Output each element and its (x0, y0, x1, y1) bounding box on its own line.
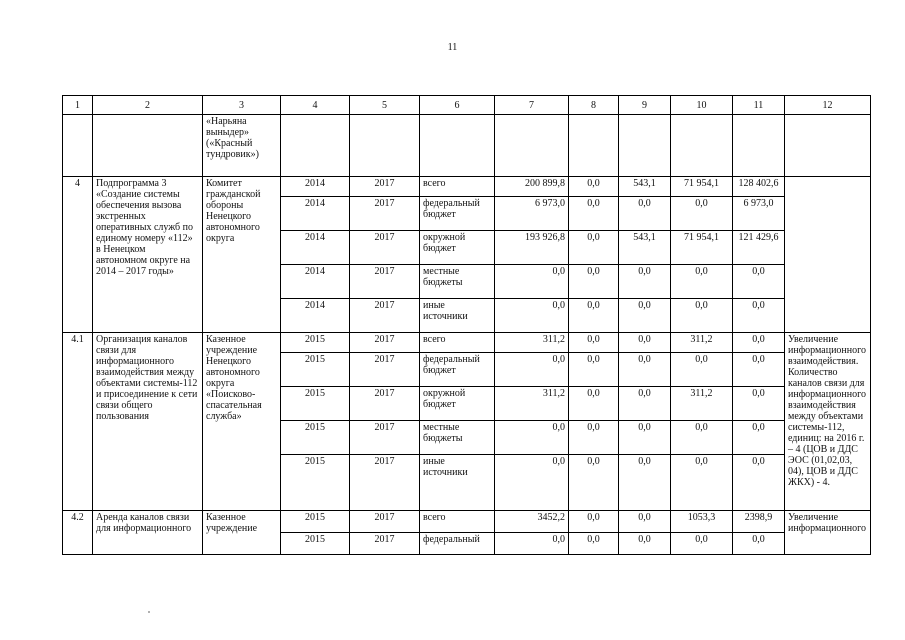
amount-year-4: 0,0 (733, 533, 785, 555)
start-year: 2014 (281, 231, 350, 265)
amount-year-4: 6 973,0 (733, 197, 785, 231)
total-amount: 3452,2 (495, 511, 569, 533)
amount-year-4: 0,0 (733, 299, 785, 333)
end-year: 2017 (350, 455, 420, 511)
row-number: 4.1 (63, 333, 93, 511)
table-row (63, 333, 871, 353)
amount-year-1: 0,0 (569, 299, 619, 333)
table-row (63, 511, 871, 533)
start-year: 2014 (281, 197, 350, 231)
total-amount: 0,0 (495, 533, 569, 555)
measure-name: Организация каналов связи для информационного взаимодействия между объектами системы-112 и присоединение к сети связи общего пользования (93, 333, 203, 511)
col-header: 12 (785, 96, 871, 115)
total-amount: 0,0 (495, 455, 569, 511)
end-year: 2017 (350, 511, 420, 533)
amount-year-3: 0,0 (671, 197, 733, 231)
amount-year-4: 0,0 (733, 265, 785, 299)
funding-source: федеральный бюджет (420, 353, 495, 387)
amount-year-1: 0,0 (569, 197, 619, 231)
total-amount: 0,0 (495, 353, 569, 387)
funding-source: всего (420, 333, 495, 353)
measure-name: Аренда каналов связи для информационного (93, 511, 203, 555)
amount-year-4: 121 429,6 (733, 231, 785, 265)
amount-year-4: 0,0 (733, 353, 785, 387)
amount-year-4: 0,0 (733, 333, 785, 353)
executor-cell: Комитет гражданской обороны Ненецкого автономного округа (203, 177, 281, 333)
amount-year-4: 0,0 (733, 421, 785, 455)
amount-year-1: 0,0 (569, 387, 619, 421)
amount-year-2: 0,0 (619, 421, 671, 455)
amount-year-2: 0,0 (619, 511, 671, 533)
amount-year-2: 0,0 (619, 353, 671, 387)
end-year: 2017 (350, 387, 420, 421)
amount-year-1: 0,0 (569, 265, 619, 299)
amount-year-2: 0,0 (619, 299, 671, 333)
funding-source: иные источники (420, 455, 495, 511)
amount-year-2: 0,0 (619, 533, 671, 555)
funding-source: федеральный бюджет (420, 197, 495, 231)
result-cell: Увеличение информационного взаимодействия. Количество каналов связи для информационного взаимодействия между объектами системы-112, единиц: на 2016 г. – 4 (ЦОВ и ДДС ЭОС (01,02,03, 04), ЦОВ и ДДС ЖКХ) - 4. (785, 333, 871, 511)
executor-cell: Казенное учреждение Ненецкого автономного округа «Поисково-спасательная служба» (203, 333, 281, 511)
total-amount: 0,0 (495, 299, 569, 333)
amount-year-3: 0,0 (671, 533, 733, 555)
end-year: 2017 (350, 421, 420, 455)
amount-year-3: 71 954,1 (671, 231, 733, 265)
amount-year-2: 0,0 (619, 333, 671, 353)
total-amount: 200 899,8 (495, 177, 569, 197)
end-year: 2017 (350, 177, 420, 197)
amount-year-1: 0,0 (569, 533, 619, 555)
total-amount: 193 926,8 (495, 231, 569, 265)
amount-year-2: 543,1 (619, 177, 671, 197)
funding-source: местные бюджеты (420, 265, 495, 299)
start-year: 2015 (281, 353, 350, 387)
start-year: 2015 (281, 455, 350, 511)
col-header: 2 (93, 96, 203, 115)
col-header: 6 (420, 96, 495, 115)
col-header: 3 (203, 96, 281, 115)
end-year: 2017 (350, 333, 420, 353)
col-header: 11 (733, 96, 785, 115)
table-row (63, 177, 871, 197)
start-year: 2014 (281, 299, 350, 333)
row-number: 4 (63, 177, 93, 333)
col-header: 1 (63, 96, 93, 115)
amount-year-3: 0,0 (671, 299, 733, 333)
amount-year-4: 0,0 (733, 455, 785, 511)
end-year: 2017 (350, 533, 420, 555)
start-year: 2015 (281, 421, 350, 455)
col-header: 7 (495, 96, 569, 115)
amount-year-2: 0,0 (619, 265, 671, 299)
executor-cell: Казенное учреждение (203, 511, 281, 555)
total-amount: 6 973,0 (495, 197, 569, 231)
total-amount: 0,0 (495, 265, 569, 299)
amount-year-3: 71 954,1 (671, 177, 733, 197)
col-header: 5 (350, 96, 420, 115)
continuation-row (63, 115, 871, 177)
col-header: 9 (619, 96, 671, 115)
total-amount: 0,0 (495, 421, 569, 455)
amount-year-1: 0,0 (569, 353, 619, 387)
amount-year-2: 0,0 (619, 197, 671, 231)
end-year: 2017 (350, 299, 420, 333)
amount-year-4: 0,0 (733, 387, 785, 421)
amount-year-3: 0,0 (671, 455, 733, 511)
start-year: 2014 (281, 177, 350, 197)
program-table (62, 95, 871, 555)
start-year: 2015 (281, 533, 350, 555)
scan-speck (148, 611, 150, 613)
amount-year-3: 311,2 (671, 387, 733, 421)
funding-source: всего (420, 177, 495, 197)
start-year: 2015 (281, 333, 350, 353)
start-year: 2015 (281, 387, 350, 421)
measure-name: Подпрограмма 3 «Создание системы обеспечения вызова экстренных оперативных служб по единому номеру «112» в Ненецком автономном округе на 2014 – 2017 годы» (93, 177, 203, 333)
amount-year-1: 0,0 (569, 511, 619, 533)
amount-year-4: 2398,9 (733, 511, 785, 533)
column-number-row (63, 96, 871, 115)
executor-cell: «Нарьяна выныдер» («Красный тундровик») (203, 115, 281, 177)
amount-year-3: 1053,3 (671, 511, 733, 533)
row-number: 4.2 (63, 511, 93, 555)
amount-year-3: 0,0 (671, 421, 733, 455)
funding-source: федеральный (420, 533, 495, 555)
amount-year-2: 0,0 (619, 455, 671, 511)
amount-year-1: 0,0 (569, 231, 619, 265)
funding-source: окружной бюджет (420, 387, 495, 421)
amount-year-3: 0,0 (671, 265, 733, 299)
result-cell (785, 177, 871, 333)
total-amount: 311,2 (495, 387, 569, 421)
result-cell: Увеличение информационного (785, 511, 871, 555)
funding-source: всего (420, 511, 495, 533)
amount-year-1: 0,0 (569, 455, 619, 511)
funding-source: окружной бюджет (420, 231, 495, 265)
amount-year-1: 0,0 (569, 333, 619, 353)
page-number: 11 (447, 42, 458, 53)
end-year: 2017 (350, 265, 420, 299)
amount-year-1: 0,0 (569, 177, 619, 197)
start-year: 2014 (281, 265, 350, 299)
total-amount: 311,2 (495, 333, 569, 353)
col-header: 10 (671, 96, 733, 115)
col-header: 4 (281, 96, 350, 115)
col-header: 8 (569, 96, 619, 115)
amount-year-4: 128 402,6 (733, 177, 785, 197)
end-year: 2017 (350, 231, 420, 265)
amount-year-3: 0,0 (671, 353, 733, 387)
end-year: 2017 (350, 197, 420, 231)
funding-source: местные бюджеты (420, 421, 495, 455)
funding-source: иные источники (420, 299, 495, 333)
amount-year-2: 0,0 (619, 387, 671, 421)
start-year: 2015 (281, 511, 350, 533)
amount-year-3: 311,2 (671, 333, 733, 353)
amount-year-1: 0,0 (569, 421, 619, 455)
end-year: 2017 (350, 353, 420, 387)
amount-year-2: 543,1 (619, 231, 671, 265)
